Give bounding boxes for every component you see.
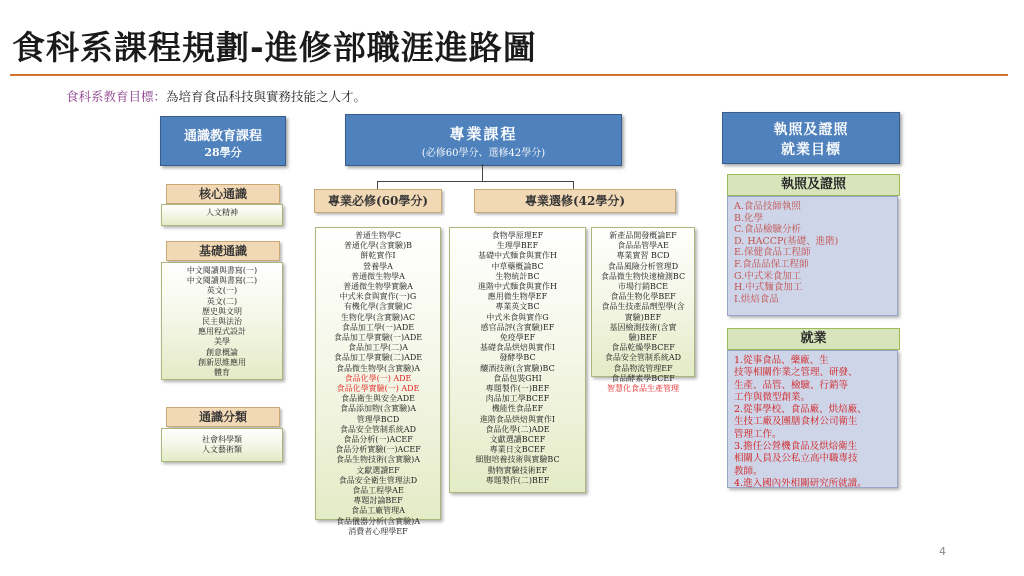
career-header	[722, 112, 900, 164]
course-item: 專題製作(二)BEF	[485, 475, 550, 485]
list-item: 英文(一)	[206, 286, 238, 296]
course-item: 中式米食與實作G	[486, 312, 549, 322]
page-title: 食科系課程規劃-進修部職涯進路圖	[12, 28, 537, 67]
connector-vertical	[482, 164, 483, 181]
basic-general-list	[161, 262, 283, 380]
course-item: 食品加工學(一)ADE	[341, 322, 415, 332]
course-item: 感官品評(含實驗)EF	[480, 322, 555, 332]
course-item: 食品工程學AE	[352, 486, 404, 496]
course-item: 食品生物化學BEF	[610, 292, 676, 302]
course-item: 專題製作(一)BEF	[485, 384, 550, 394]
course-item: 食品風險分析管理D	[607, 261, 679, 271]
course-item: 食品分析(一)ACEF	[343, 435, 413, 445]
job-item: 2.從事學校、食品廠、烘焙廠、	[734, 404, 867, 416]
course-item: 專題討論BEF	[353, 496, 403, 506]
course-item: 進階食品烘焙與實作I	[479, 414, 556, 424]
course-item: 營養學A	[363, 261, 393, 271]
list-item: 社會科學類	[202, 435, 242, 444]
course-item: 有機化學(含實驗)C	[343, 302, 413, 312]
license-item: F.食品品保工程師	[734, 258, 809, 270]
career-header-jobs: 就業目標	[781, 142, 841, 158]
course-item: 基礎中式麵食與實作H	[478, 251, 557, 261]
license-label: 執照及證照	[727, 174, 900, 196]
course-item: 肉品加工學BCEF	[485, 394, 550, 404]
course-item: 食品加工學(二)A	[347, 343, 409, 353]
course-item: 食品包裝GHI	[493, 373, 542, 383]
course-item: 普通化學(含實驗)B	[343, 241, 413, 251]
course-item: 釀酒技術(含實驗)BC	[480, 363, 555, 373]
job-item: 教師。	[734, 465, 763, 477]
job-item: 4.進入國內外相關研究所就讀。	[734, 477, 867, 489]
course-item: 普通生物學C	[354, 231, 402, 240]
title-divider	[10, 74, 1008, 76]
job-item: 管理工作。	[734, 428, 782, 440]
course-item: 動物實驗技術EF	[487, 465, 548, 475]
professional-credits: (必修60學分、選修42學分)	[421, 148, 546, 159]
course-item: 食品衛生與安全ADE	[340, 394, 416, 404]
required-courses-list	[315, 227, 441, 536]
connector-horizontal	[377, 181, 574, 182]
license-item: D. HACCP(基礎、進階)	[734, 235, 839, 247]
course-item: 食品安全管制系統AD	[339, 424, 417, 434]
jobs-label: 就業	[727, 328, 900, 350]
job-item: 工作與微型創業。	[734, 391, 811, 403]
course-item: 基因檢測技術(含實	[609, 322, 677, 332]
course-item: 市場行銷BCE	[618, 282, 668, 292]
course-item: 食物學原理EF	[491, 231, 544, 240]
course-item: 基礎食品烘焙與實作I	[479, 343, 556, 353]
professional-header	[345, 114, 622, 166]
page-number: 4	[939, 545, 946, 558]
list-item: 創意概論	[206, 347, 238, 357]
education-goal	[66, 87, 366, 105]
course-item: 食品加工學實驗(一)ADE	[333, 333, 423, 343]
course-item: 食品微生物快速檢測BC	[600, 271, 686, 281]
general-education-credits: 28學分	[204, 146, 242, 159]
license-item: A.食品技師執照	[734, 201, 801, 212]
course-item: 生理學BEF	[496, 241, 539, 251]
course-item: 細胞培養技術與實驗BC	[475, 455, 560, 465]
course-item: 食品酵素學BCEF	[611, 373, 675, 383]
list-item: 創新思維應用	[198, 357, 246, 367]
course-item: 專業實習 BCD	[616, 251, 670, 261]
list-item: 民主與法治	[202, 317, 242, 327]
job-item: 1.從事食品、藥廠、生	[734, 355, 829, 366]
course-item: 進階中式麵食與實作H	[478, 282, 557, 292]
course-item: 新產品開發概論EF	[609, 231, 677, 240]
course-item: 應用微生物學EF	[487, 292, 548, 302]
license-list	[727, 196, 898, 316]
course-item: 食品安全管制系統AD	[604, 353, 682, 363]
course-item: 食品化學實驗(一) ADE	[336, 384, 420, 394]
professional-title: 專業課程	[449, 125, 518, 143]
course-item: 機能性食品EF	[491, 404, 544, 414]
license-item: E.保健食品工程師	[734, 247, 811, 259]
career-header-license: 執照及證照	[773, 122, 849, 138]
course-item: 普通微生物學A	[351, 271, 405, 281]
course-item: 食品微生物學(含實驗)A	[335, 363, 421, 373]
license-item: H.中式麵食加工	[734, 282, 803, 294]
job-item: 生技工廠及團膳食材公司衛生	[734, 416, 858, 428]
license-item: C.食品檢驗分析	[734, 224, 801, 236]
course-item: 管理學BCD	[356, 414, 400, 424]
list-item: 人文精神	[206, 208, 238, 217]
course-item: 食品儀器分析(含實驗)A	[335, 516, 421, 526]
elective-courses-label: 專業選修(42學分)	[474, 189, 676, 213]
general-education-title: 通識教育課程	[183, 129, 262, 144]
list-item: 美學	[214, 337, 230, 347]
course-item: 食品生物技術(含實驗)A	[335, 455, 421, 465]
goal-label: 食科系教育目標：	[66, 89, 167, 104]
job-item: 相關人員及公私立高中職專技	[734, 453, 858, 465]
license-item: I.烘焙食品	[734, 293, 779, 305]
list-item: 歷史與文明	[202, 306, 242, 316]
list-item: 中文閱讀與書寫(二)	[186, 276, 258, 286]
list-item: 應用程式設計	[198, 327, 246, 337]
course-item: 食品生技產品劑型學(含	[601, 302, 685, 312]
general-category-label: 通識分類	[166, 407, 280, 427]
course-item: 消費者心理學EF	[348, 526, 408, 536]
elective-courses-list-2	[591, 227, 695, 394]
job-item: 3.擔任公營機食品及烘焙衛生	[734, 441, 858, 453]
course-item: 食品品管學AE	[617, 241, 669, 251]
job-item: 生產、品管、檢驗、行銷等	[734, 379, 849, 391]
course-item: 食品分析實驗(一)ACEF	[335, 445, 421, 455]
course-item: 驗)BEF	[628, 333, 658, 343]
list-item: 中文閱讀與書寫(一)	[186, 266, 258, 275]
course-item: 生物化學(含實驗)AC	[340, 312, 416, 322]
course-item: 食品乾燥學BCEF	[611, 343, 675, 353]
required-courses-label: 專業必修(60學分)	[314, 189, 442, 213]
elective-courses-list-1	[449, 227, 586, 493]
course-item: 食品化學(一) ADE	[344, 373, 412, 383]
course-item: 食品物流管理EF	[613, 363, 673, 373]
course-item: 免疫學EF	[499, 333, 536, 343]
list-item: 英文(二)	[206, 296, 238, 306]
license-item: G.中式米食加工	[734, 270, 802, 282]
course-item: 生物統計BC	[495, 271, 540, 281]
course-item: 普通微生物學實驗A	[343, 282, 413, 292]
list-item: 體育	[214, 368, 230, 378]
course-item: 專業日文BCEF	[489, 445, 546, 455]
job-item: 技等相關作業之管理、研發、	[734, 367, 858, 379]
general-education-header	[160, 116, 286, 166]
course-item: 文獻選讀EF	[356, 465, 400, 475]
license-item: B.化學	[734, 212, 764, 224]
connector-right-drop	[573, 181, 574, 189]
core-general-label: 核心通識	[166, 184, 280, 204]
basic-general-label: 基礎通識	[166, 241, 280, 261]
course-item: 食品加工學實驗(二)ADE	[333, 353, 423, 363]
course-item: 智慧化食品生產管理	[607, 384, 679, 394]
jobs-list	[727, 350, 898, 488]
core-general-list	[161, 204, 283, 226]
goal-text: 為培育食品科技與實務技能之人才。	[166, 89, 367, 104]
list-item: 人文藝術類	[202, 445, 242, 455]
course-item: 文獻選讀BCEF	[489, 435, 546, 445]
course-item: 發酵學BC	[499, 353, 536, 363]
course-item: 食品安全衛生管理法D	[338, 475, 418, 485]
general-category-list	[161, 428, 283, 462]
course-item: 食品化學(二)ADE	[485, 424, 550, 434]
course-item: 食品工廠管理A	[351, 506, 405, 516]
course-item: 實驗)BEF	[624, 312, 662, 322]
course-item: 中草藥概論BC	[491, 261, 544, 271]
course-item: 專業英文BC	[495, 302, 540, 312]
course-item: 食品添加物(含實驗)A	[339, 404, 417, 414]
course-item: 中式米食與實作(一)G	[339, 292, 417, 302]
connector-left-drop	[377, 181, 378, 189]
course-item: 餅乾實作I	[360, 251, 396, 261]
